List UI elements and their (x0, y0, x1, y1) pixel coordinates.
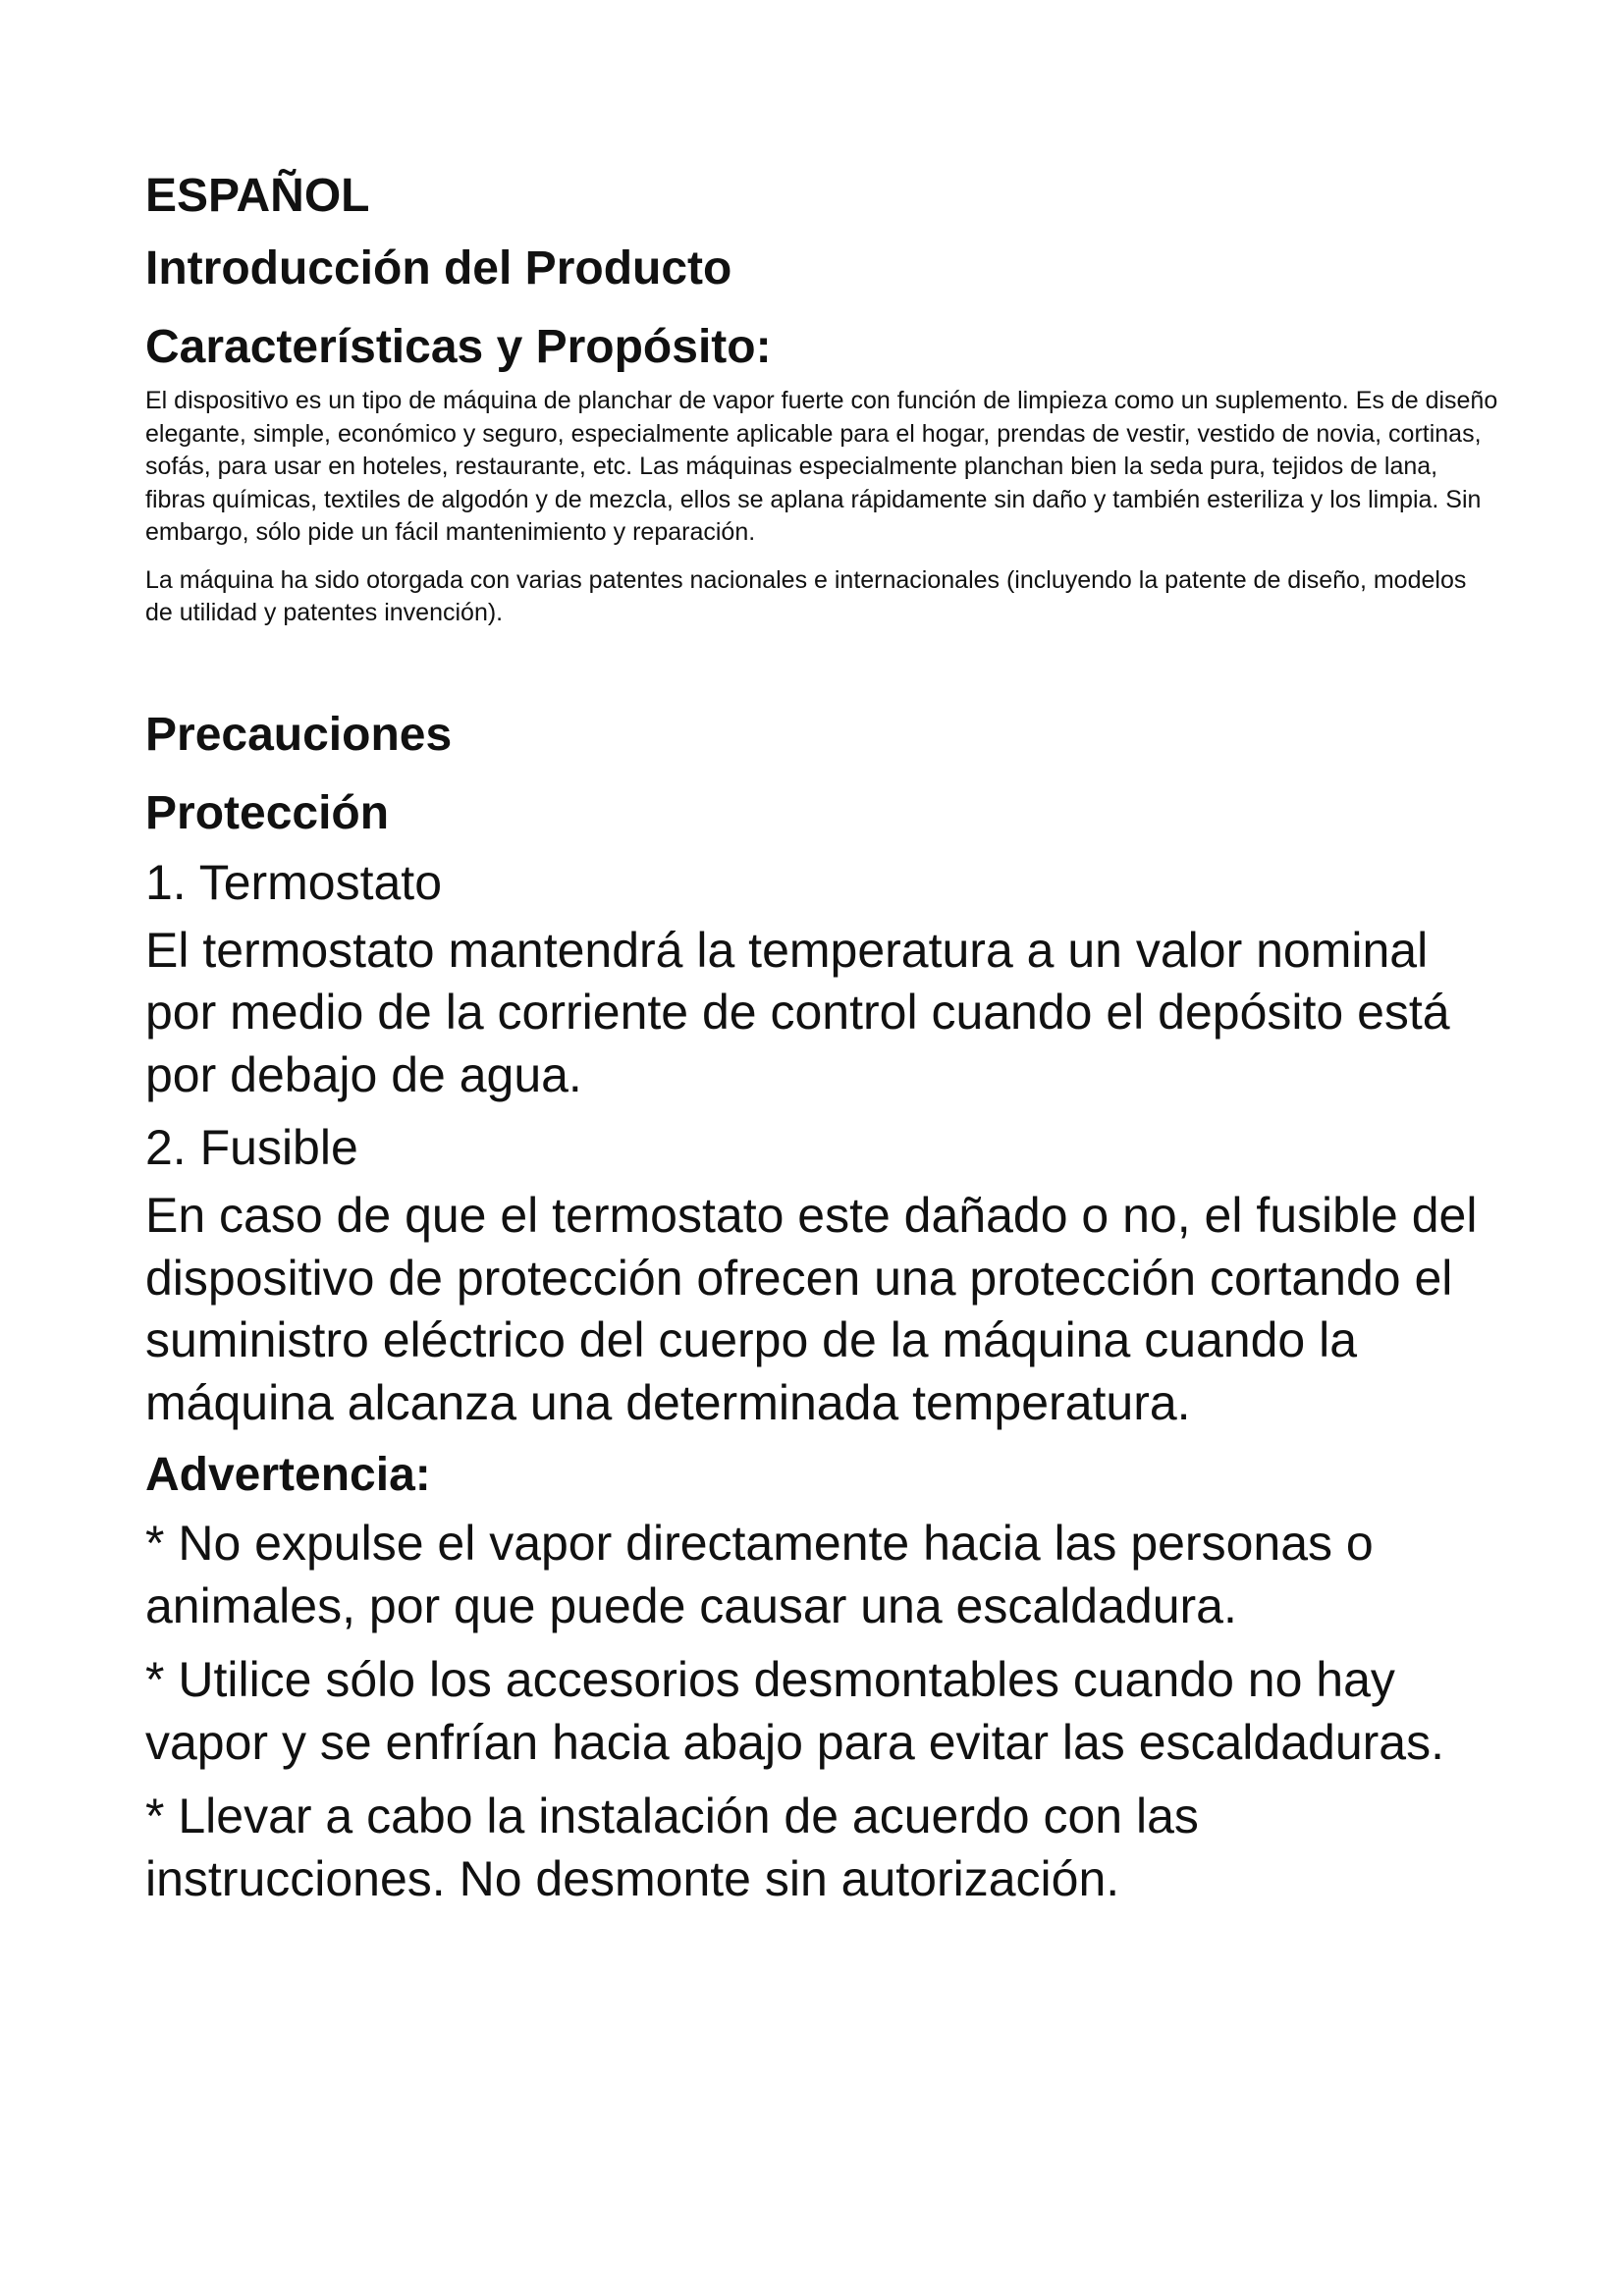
section-spacer (145, 645, 1500, 704)
warning-item: * Llevar a cabo la instalación de acuerdo con las instrucciones. No desmonte sin autorización. (145, 1789, 1199, 1906)
warning-heading: Advertencia: (145, 1449, 431, 1501)
protection-item-title: 2. Fusible (145, 1120, 358, 1175)
protection-item-text: En caso de que el termostato este dañado o no, el fusible del dispositivo de protección ofrecen una protección cortando el suministro eléctrico del cuerpo de la máquina cuando la máquina alcanza una determinada temperatura. (145, 1188, 1478, 1430)
features-heading: Características y Propósito: (145, 321, 772, 373)
document-page (145, 165, 1500, 1922)
protection-item-text: El termostato mantendrá la temperatura a un valor nominal por medio de la corriente de control cuando el depósito está por debajo de agua. (145, 922, 1450, 1102)
protection-heading: Protección (145, 786, 390, 839)
intro-heading: Introducción del Producto (145, 242, 732, 294)
warning-item: * No expulse el vapor directamente hacia las personas o animales, por que puede causar una escaldadura. (145, 1516, 1374, 1633)
precautions-heading: Precauciones (145, 708, 453, 761)
protection-item-title: 1. Termostato (145, 854, 443, 910)
features-paragraph-1: El dispositivo es un tipo de máquina de planchar de vapor fuerte con función de limpieza como un suplemento. Es de diseño elegante, simple, económico y seguro, especialmente aplicable para el hogar, prendas de vestir, vestido de novia, cortinas, sofás, para usar en hoteles, restaurante, etc. Las máquinas especialmente planchan bien la seda pura, tejidos de lana, fibras químicas, textiles de algodón y de mezcla, ellos se aplana rápidamente sin daño y también esteriliza y los limpia. Sin embargo, sólo pide un fácil mantenimiento y reparación. (145, 387, 1498, 546)
features-paragraph-2: La máquina ha sido otorgada con varias patentes nacionales e internacionales (incluyendo la patente de diseño, modelos de utilidad y patentes invención). (145, 565, 1467, 626)
language-heading: ESPAÑOL (145, 170, 370, 222)
warning-item: * Utilice sólo los accesorios desmontables cuando no hay vapor y se enfrían hacia abajo para evitar las escaldaduras. (145, 1652, 1444, 1770)
